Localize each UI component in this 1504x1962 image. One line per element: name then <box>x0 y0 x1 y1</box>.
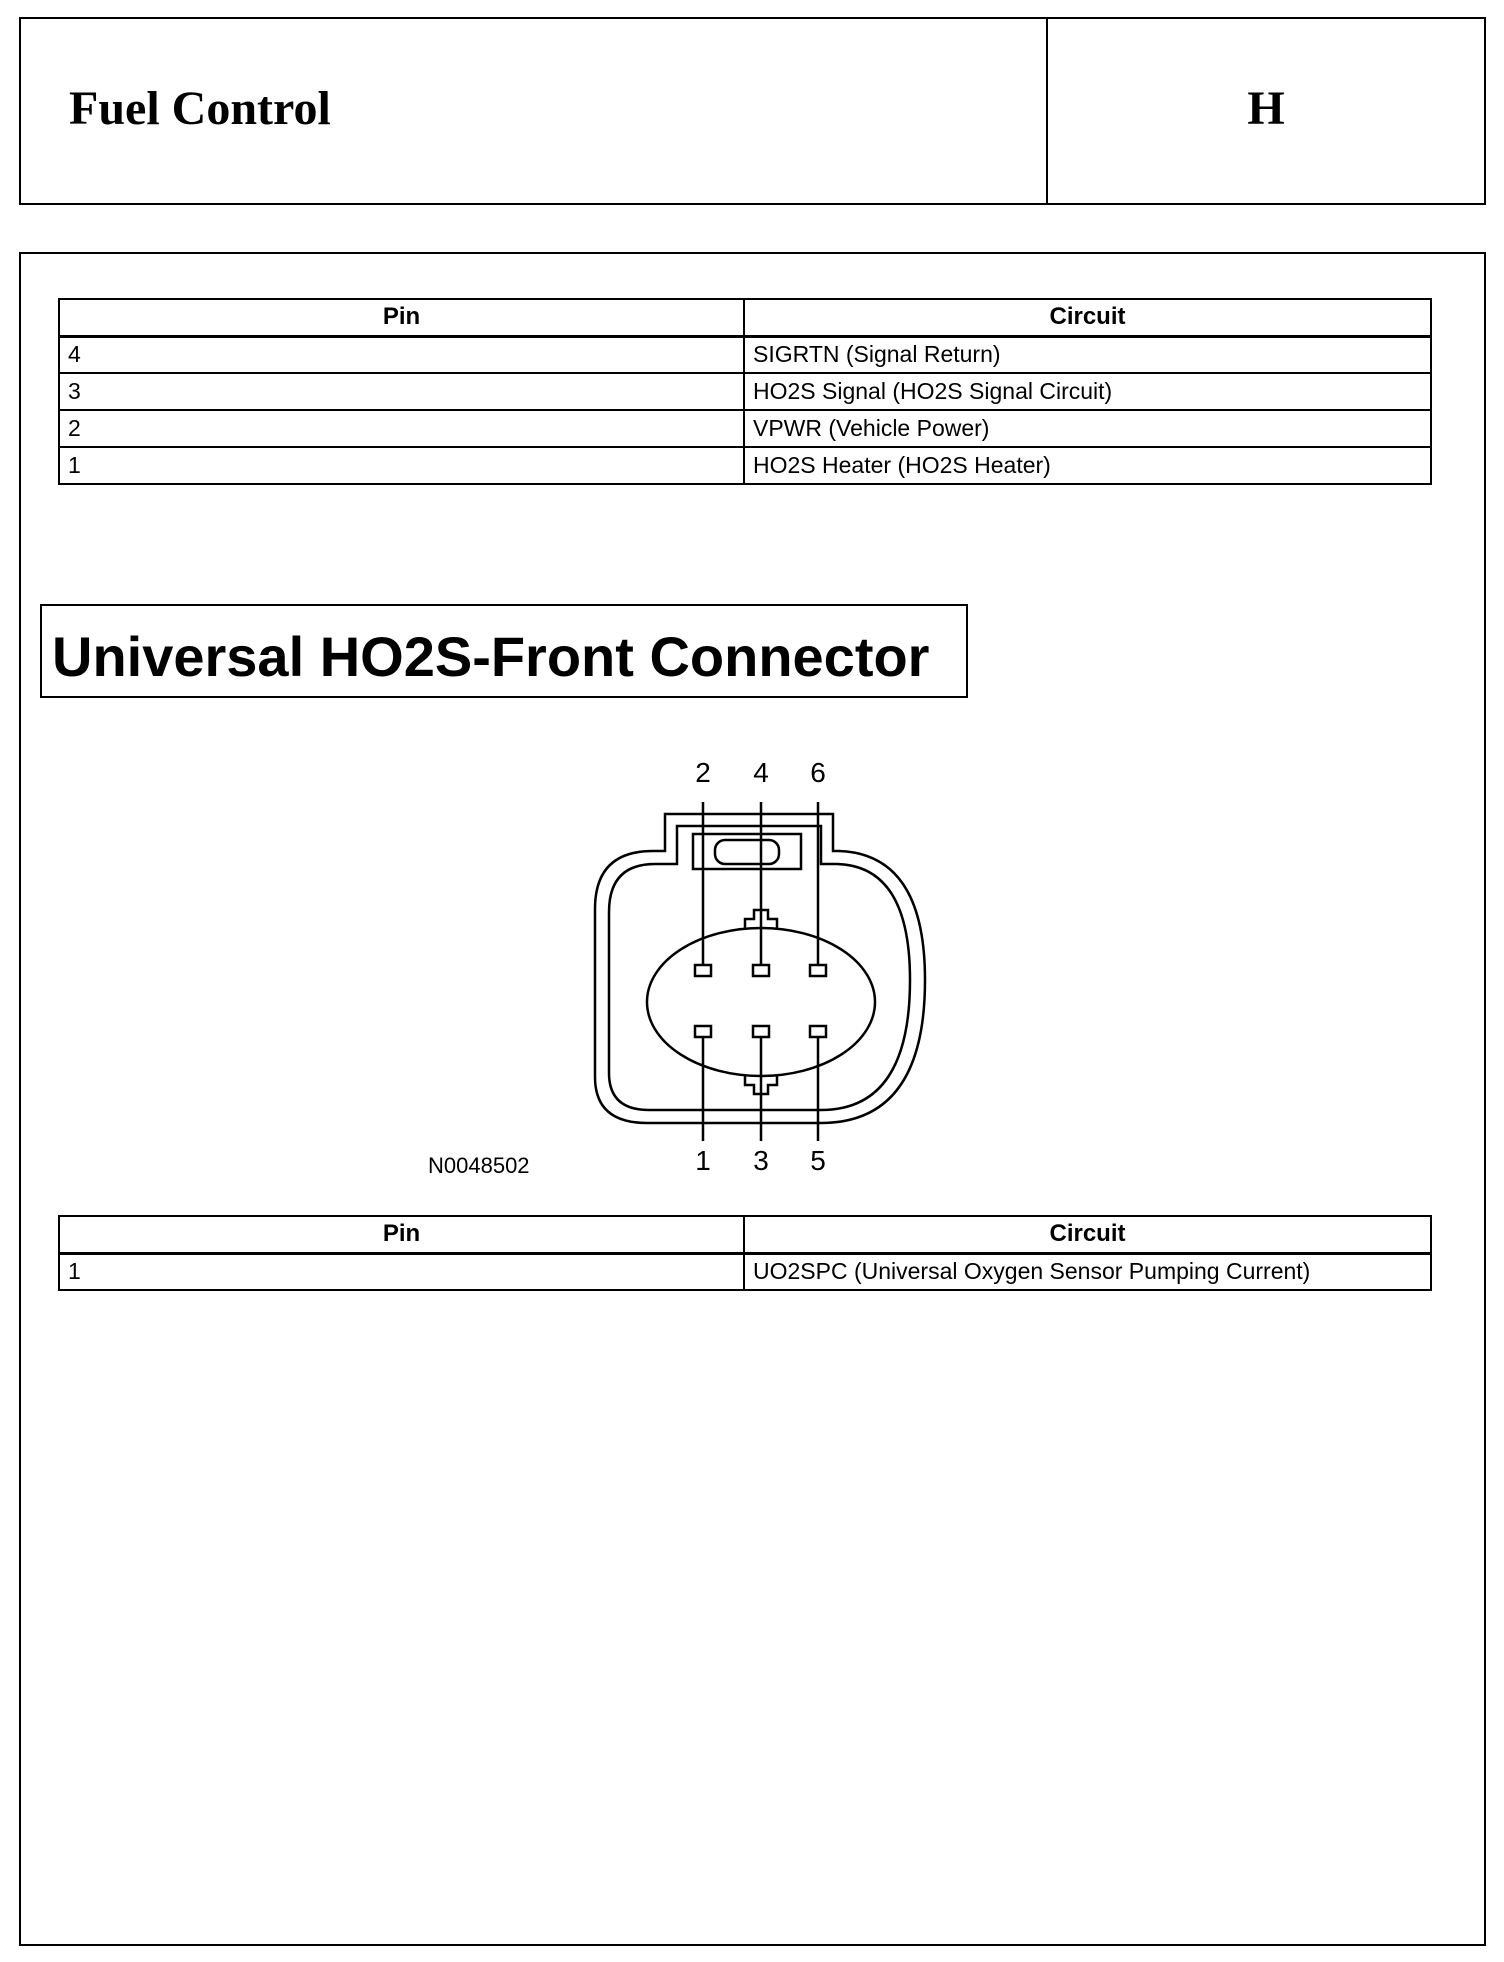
pin-3-terminal <box>753 1026 769 1037</box>
pin-label-5: 5 <box>810 1145 826 1176</box>
page-header <box>19 17 1486 205</box>
pin-1-terminal <box>695 1026 711 1037</box>
pin-column-header: Pin <box>59 1216 744 1253</box>
circuit-cell: SIGRTN (Signal Return) <box>744 336 1431 373</box>
pin-cell: 1 <box>59 447 744 484</box>
pin-cell: 2 <box>59 410 744 447</box>
pin-2-terminal <box>695 965 711 976</box>
latch-tab <box>715 840 779 864</box>
page-title: Fuel Control <box>69 82 331 135</box>
pin-5-terminal <box>810 1026 826 1037</box>
circuit-column-header: Circuit <box>744 299 1431 336</box>
pin-label-3: 3 <box>753 1145 769 1176</box>
pin-label-1: 1 <box>695 1145 711 1176</box>
pin-label-4: 4 <box>753 757 769 788</box>
connector-diagram <box>21 254 1484 1944</box>
pin-4-terminal <box>753 965 769 976</box>
figure-reference: N0048502 <box>428 1153 530 1178</box>
pin-cell: 4 <box>59 336 744 373</box>
pin-6-terminal <box>810 965 826 976</box>
pin-table-2 <box>58 1215 1432 1291</box>
circuit-cell: HO2S Signal (HO2S Signal Circuit) <box>744 373 1431 410</box>
pin-label-2: 2 <box>695 757 711 788</box>
table-header-row <box>59 1216 1431 1253</box>
pin-cell: 1 <box>59 1253 744 1290</box>
section-letter: H <box>1247 82 1285 135</box>
pin-column-header: Pin <box>59 299 744 336</box>
content-panel <box>19 252 1486 1946</box>
circuit-column-header: Circuit <box>744 1216 1431 1253</box>
circuit-cell: HO2S Heater (HO2S Heater) <box>744 447 1431 484</box>
table-row <box>59 1253 1431 1290</box>
circuit-cell: VPWR (Vehicle Power) <box>744 410 1431 447</box>
section-title: Universal HO2S-Front Connector <box>52 625 930 688</box>
pin-cell: 3 <box>59 373 744 410</box>
pin-label-6: 6 <box>810 757 826 788</box>
circuit-cell: UO2SPC (Universal Oxygen Sensor Pumping Current) <box>744 1253 1431 1290</box>
